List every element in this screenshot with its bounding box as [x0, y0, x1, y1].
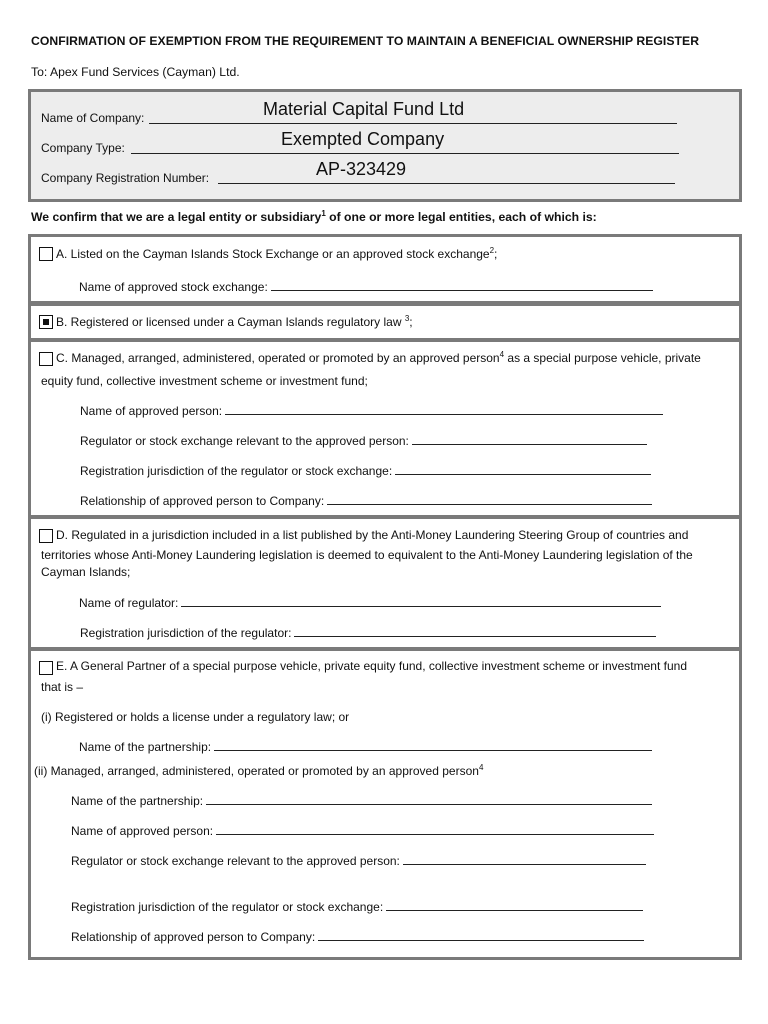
- section-b-checkbox[interactable]: [39, 315, 53, 329]
- section-e-sub-ii: (ii) Managed, arranged, administered, operated or promoted by an approved person$^4$: [34, 763, 484, 778]
- section-e: [28, 648, 742, 960]
- section-d: [28, 516, 742, 650]
- company-reg-label: Company Registration Number:: [41, 171, 210, 185]
- section-e-sub-i: (i) Registered or holds a license under a regulatory law; or: [41, 710, 350, 724]
- section-e-sub-i-field[interactable]: Name of the partnership:: [79, 740, 652, 754]
- company-name-line: [149, 123, 677, 124]
- section-c-field-4[interactable]: Relationship of approved person to Company:: [80, 494, 652, 508]
- company-type-value[interactable]: Exempted Company: [281, 129, 445, 149]
- section-e-field-1[interactable]: Name of the partnership:: [71, 794, 652, 808]
- section-e-field-4[interactable]: Registration jurisdiction of the regulator or stock exchange:: [71, 900, 643, 914]
- company-reg-value[interactable]: AP-323429: [316, 159, 407, 179]
- confirm-statement: We confirm that we are a legal entity or subsidiary$^1$ of one or more legal entities, each of which is:: [31, 208, 597, 224]
- company-name-label: Name of Company:: [41, 111, 145, 125]
- section-e-field-3[interactable]: Regulator or stock exchange relevant to the approved person:: [71, 854, 646, 868]
- section-d-text-2: territories whose Anti-Money Laundering legislation is deemed to equivalent to the Anti-Money Laundering legislation of the: [41, 548, 693, 562]
- section-d-field-2[interactable]: Registration jurisdiction of the regulator:: [80, 626, 656, 640]
- section-c: [28, 339, 742, 518]
- company-reg-line: [218, 183, 675, 184]
- section-d-checkbox[interactable]: [39, 529, 53, 543]
- section-e-checkbox[interactable]: [39, 661, 53, 675]
- section-b: [28, 303, 742, 341]
- section-a-text: A. Listed on the Cayman Islands Stock Exchange or an approved stock exchange$^2$;: [56, 246, 498, 261]
- section-d-text-1: D. Regulated in a jurisdiction included in a list published by the Anti-Money Laundering Steering Group of countries and: [56, 528, 689, 542]
- company-name-value[interactable]: Material Capital Fund Ltd: [263, 99, 465, 119]
- section-d-text-3: Cayman Islands;: [41, 565, 131, 579]
- section-d-field-1[interactable]: Name of regulator:: [79, 596, 661, 610]
- section-b-text: B. Registered or licensed under a Cayman Islands regulatory law $^3$;: [56, 314, 413, 329]
- section-c-text-1: C. Managed, arranged, administered, operated or promoted by an approved person$^4$ as a special purpose vehicle, private: [56, 350, 701, 365]
- form-title: CONFIRMATION OF EXEMPTION FROM THE REQUIREMENT TO MAINTAIN A BENEFICIAL OWNERSHIP REGISTER: [31, 34, 700, 48]
- section-c-text-2: equity fund, collective investment scheme or investment fund;: [41, 374, 368, 388]
- addressee: To: Apex Fund Services (Cayman) Ltd.: [31, 65, 240, 79]
- section-c-field-1[interactable]: Name of approved person:: [80, 404, 663, 418]
- company-type-line: [131, 153, 679, 154]
- section-c-field-2[interactable]: Regulator or stock exchange relevant to the approved person:: [80, 434, 647, 448]
- section-c-checkbox[interactable]: [39, 352, 53, 366]
- section-e-field-2[interactable]: Name of approved person:: [71, 824, 654, 838]
- section-a-checkbox[interactable]: [39, 247, 53, 261]
- section-e-field-5[interactable]: Relationship of approved person to Company:: [71, 930, 644, 944]
- company-info-box: [28, 89, 742, 202]
- section-c-field-3[interactable]: Registration jurisdiction of the regulator or stock exchange:: [80, 464, 651, 478]
- section-e-text-1: E. A General Partner of a special purpose vehicle, private equity fund, collective investment scheme or investment fund: [56, 659, 688, 673]
- section-a-field[interactable]: Name of approved stock exchange:: [79, 280, 653, 294]
- section-e-text-2: that is –: [41, 680, 84, 694]
- company-type-label: Company Type:: [41, 141, 125, 155]
- section-a: [28, 234, 742, 304]
